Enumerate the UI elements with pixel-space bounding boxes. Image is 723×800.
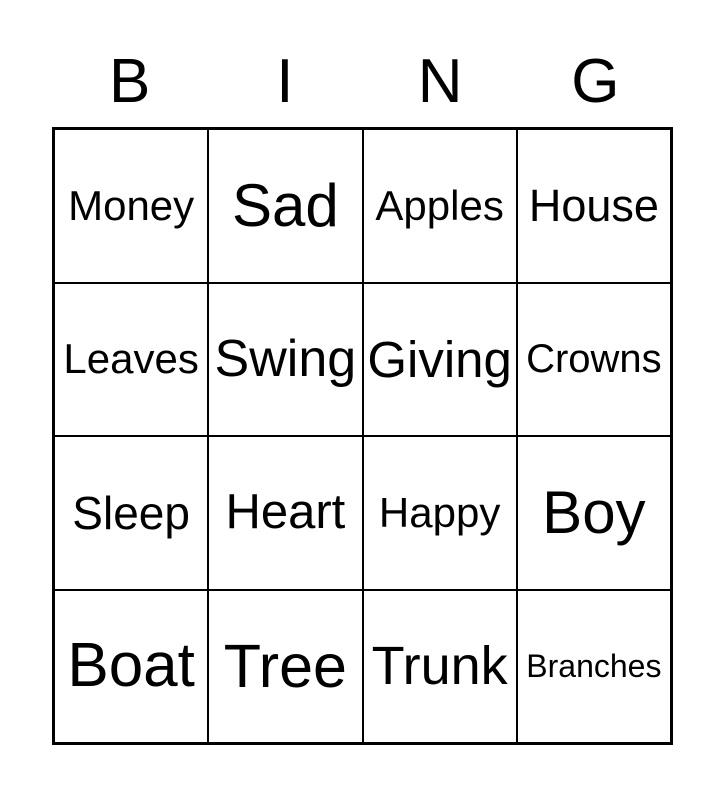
cell-label: Tree xyxy=(223,631,347,700)
bingo-cell[interactable] xyxy=(54,436,208,590)
header-letter-b: B xyxy=(108,47,151,116)
bingo-cell[interactable] xyxy=(517,129,671,283)
cell-label: Happy xyxy=(378,488,501,536)
bingo-cell[interactable] xyxy=(517,283,671,437)
cell-label: Sad xyxy=(231,171,339,239)
bingo-cell[interactable] xyxy=(363,436,517,590)
cell-label: Sleep xyxy=(72,486,190,539)
bingo-cell[interactable] xyxy=(54,283,208,437)
header-letter-i: I xyxy=(276,47,294,116)
card-header xyxy=(52,30,673,127)
cell-label: Money xyxy=(68,181,195,229)
header-letter-g: G xyxy=(571,47,620,116)
bingo-cell[interactable] xyxy=(54,590,208,744)
bingo-cell[interactable] xyxy=(208,283,362,437)
bingo-cell[interactable] xyxy=(363,283,517,437)
header-letter-n: N xyxy=(417,47,463,116)
bingo-cell[interactable] xyxy=(517,590,671,744)
bingo-cell[interactable] xyxy=(363,129,517,283)
cell-label: Branches xyxy=(526,648,662,685)
cell-label: Heart xyxy=(225,485,346,540)
cell-label: Apples xyxy=(375,181,504,229)
bingo-cell[interactable] xyxy=(54,129,208,283)
bingo-grid xyxy=(52,127,673,745)
cell-label: House xyxy=(528,180,659,232)
cell-label: Boat xyxy=(67,631,195,701)
bingo-cell[interactable] xyxy=(363,590,517,744)
cell-label: Giving xyxy=(367,330,512,388)
cell-label: Leaves xyxy=(63,335,199,383)
bingo-cell[interactable] xyxy=(208,436,362,590)
cell-label: Crowns xyxy=(526,337,662,382)
cell-label: Swing xyxy=(214,330,357,389)
bingo-cell[interactable] xyxy=(208,590,362,744)
cell-label: Boy xyxy=(542,478,646,546)
bingo-cell[interactable] xyxy=(208,129,362,283)
cell-label: Trunk xyxy=(371,636,508,697)
bingo-cell[interactable] xyxy=(517,436,671,590)
